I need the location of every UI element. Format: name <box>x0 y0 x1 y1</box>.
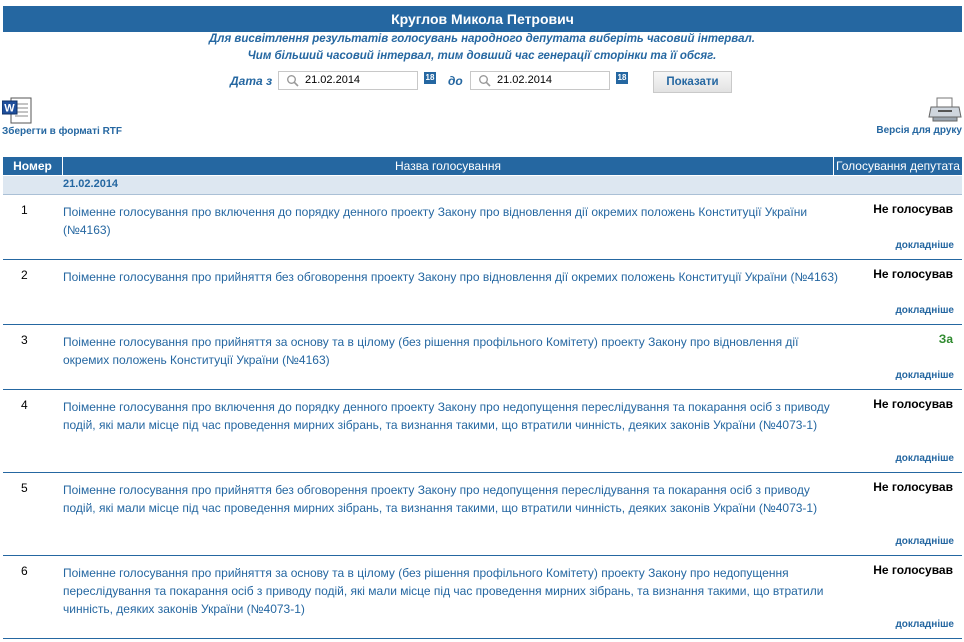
svg-text:W: W <box>4 102 15 115</box>
details-link[interactable]: докладніше <box>895 536 954 547</box>
deputy-vote: Не голосував <box>873 267 953 281</box>
deputy-vote: Не голосував <box>873 480 953 494</box>
date-from-input[interactable] <box>278 71 418 90</box>
info-text-line-1: Для висвітлення результатів голосувань народного депутата виберіть часовий інтервал. <box>209 33 755 45</box>
column-header-vote: Голосування депутата <box>836 159 960 173</box>
details-link[interactable]: докладніше <box>895 619 954 630</box>
row-number: 6 <box>21 564 28 578</box>
search-icon <box>286 74 300 88</box>
details-link[interactable]: докладніше <box>895 305 954 316</box>
details-link[interactable]: докладніше <box>895 240 954 251</box>
date-to-input[interactable] <box>470 71 610 90</box>
table-row <box>3 473 962 556</box>
row-number: 4 <box>21 398 28 412</box>
row-number: 1 <box>21 203 28 217</box>
word-document-icon <box>2 97 34 125</box>
date-group-label: 21.02.2014 <box>63 178 119 190</box>
table-row <box>3 260 962 325</box>
show-button[interactable]: Показати <box>653 71 732 93</box>
vote-title-link[interactable]: Поіменне голосування про прийняття за основу та в цілому (без рішення профільного Комітету) проекту Закону про відновлення дії окремих положень Конституції України (№4163) <box>63 335 799 367</box>
column-header-number: Номер <box>3 157 63 175</box>
date-from-label: Дата з <box>230 74 273 88</box>
vote-title-link[interactable]: Поіменне голосування про включення до порядку денного проекту Закону про недопущення переслідування та покарання осіб з приводу подій, які мали місце під час проведення мирних зібрань, та визнання такими, що втратили чинність, деяких законів України (№4073-1) <box>63 400 830 432</box>
vote-title-link[interactable]: Поіменне голосування про прийняття за основу та в цілому (без рішення профільного Комітету) проекту Закону про недопущення переслідування та покарання осіб з приводу подій, які мали місце під час проведення мирних зібрань, та визнання такими, що втратили чинність, деяких законів України (№4073-1) <box>63 566 824 616</box>
vote-title-link[interactable]: Поіменне голосування про включення до порядку денного проекту Закону про відновлення дії окремих положень Конституції України (№4163) <box>63 205 808 237</box>
print-version-label: Версія для друку <box>876 125 962 136</box>
row-number: 3 <box>21 333 28 347</box>
details-link[interactable]: докладніше <box>895 453 954 464</box>
date-group-row <box>3 176 962 195</box>
table-row <box>3 390 962 473</box>
deputy-vote: Не голосував <box>873 563 953 577</box>
deputy-vote: Не голосував <box>873 202 953 216</box>
deputy-name-header: Круглов Микола Петрович <box>3 6 962 32</box>
printer-icon <box>928 97 962 123</box>
vote-title-link[interactable]: Поіменне голосування про прийняття без обговорення проекту Закону про відновлення дії окремих положень Конституції України (№4163) <box>63 270 839 284</box>
vote-title-link[interactable]: Поіменне голосування про прийняття без обговорення проекту Закону про недопущення переслідування та покарання осіб з приводу подій, які мали місце під час проведення мирних зібрань, та визнання такими, що втратили чинність, деяких законів України (№4073-1) <box>63 483 818 515</box>
deputy-vote: Не голосував <box>873 397 953 411</box>
table-row <box>3 556 962 639</box>
details-link[interactable]: докладніше <box>895 370 954 381</box>
date-to-value: 21.02.2014 <box>497 74 553 86</box>
table-row <box>3 325 962 390</box>
column-header-name: Назва голосування <box>63 157 834 175</box>
search-icon <box>478 74 492 88</box>
calendar-from-icon[interactable]: 18 <box>425 73 435 82</box>
table-row <box>3 195 962 260</box>
date-from-value: 21.02.2014 <box>305 74 361 86</box>
table-header <box>3 157 962 175</box>
deputy-vote: За <box>938 332 953 346</box>
row-number: 2 <box>21 268 28 282</box>
date-to-label: до <box>448 74 463 88</box>
row-number: 5 <box>21 481 28 495</box>
info-text-line-2: Чим більший часовий інтервал, тим довший час генерації сторінки та її обсяг. <box>247 50 717 62</box>
save-rtf-label: Зберегти в форматі RTF <box>2 126 123 137</box>
calendar-to-icon[interactable]: 18 <box>617 73 627 82</box>
